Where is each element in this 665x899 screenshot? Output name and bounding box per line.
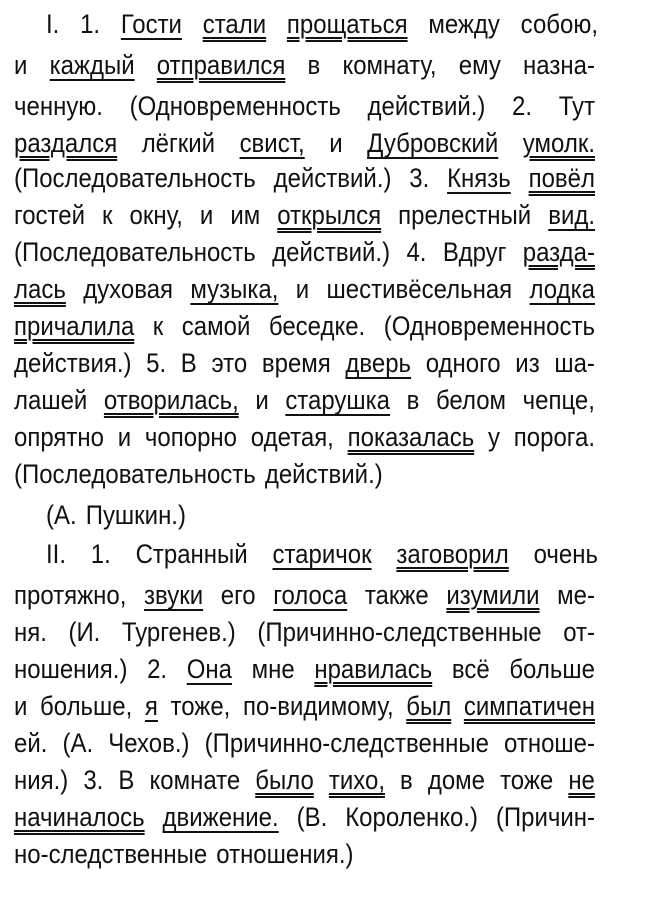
word: ношения.): [14, 654, 128, 684]
underlined-word: Она: [186, 654, 232, 684]
word: 1.: [90, 539, 111, 569]
text-line: [46, 536, 598, 572]
word: прелестный: [398, 200, 532, 230]
word: Короленко.): [345, 802, 478, 832]
underlined-word: симпатичен: [463, 691, 595, 721]
word: белом: [435, 385, 507, 415]
underlined-word: свист,: [239, 128, 305, 158]
word: между: [428, 9, 500, 39]
word: и: [199, 200, 214, 230]
word: В: [118, 765, 135, 795]
text-line: [14, 345, 595, 381]
underlined-word: не: [568, 765, 595, 795]
word: протяжно,: [14, 580, 127, 610]
text-line: [14, 762, 595, 798]
underlined-word: лась: [14, 274, 66, 304]
word: доме: [427, 765, 486, 795]
word: действий.): [273, 163, 392, 193]
word: собою,: [520, 9, 599, 39]
word: и: [295, 274, 310, 304]
word: и: [255, 385, 269, 415]
word: в: [307, 50, 321, 80]
word: назна-: [523, 50, 595, 80]
word: мне: [251, 654, 295, 684]
word: комнату,: [342, 50, 437, 80]
word: из: [515, 348, 540, 378]
word: 3.: [83, 765, 104, 795]
word: это: [211, 348, 248, 378]
underlined-word: лодка: [529, 274, 595, 304]
underlined-word: стали: [202, 9, 267, 39]
word: ня.: [14, 617, 47, 647]
word: больше: [509, 654, 595, 684]
word: по-видимому,: [242, 691, 394, 721]
underlined-word: повёл: [528, 163, 595, 193]
word: окну,: [129, 200, 183, 230]
word: 5.: [146, 348, 167, 378]
underlined-word: тихо,: [328, 765, 385, 795]
word: (А.: [46, 500, 77, 530]
text-line: [14, 125, 595, 161]
underlined-word: причалила: [14, 311, 135, 341]
word: беседке.: [268, 311, 366, 341]
underlined-word: прощаться: [286, 9, 408, 39]
word: одного: [425, 348, 501, 378]
word: (Причинно-следственные: [257, 617, 542, 647]
underlined-word: Гости: [120, 9, 182, 39]
word: Вдруг: [442, 237, 507, 267]
text-line: [14, 47, 595, 83]
word: действий.): [264, 459, 383, 489]
word: В: [180, 348, 197, 378]
underlined-word: разда-: [522, 237, 595, 267]
word: Чехов.): [108, 728, 190, 758]
word: и: [329, 128, 343, 158]
word: порога.: [513, 422, 596, 452]
word: (И.: [68, 617, 101, 647]
text-line: [14, 308, 595, 344]
word: и: [14, 691, 28, 721]
word: время: [261, 348, 331, 378]
word: Пушкин.): [85, 500, 186, 530]
word: 1.: [80, 9, 101, 39]
word: очень: [533, 539, 598, 569]
word: в: [406, 385, 420, 415]
text-line: [14, 271, 595, 307]
word: лёгкий: [141, 128, 216, 158]
word: опрятно: [14, 422, 104, 452]
underlined-word: заговорил: [396, 539, 509, 569]
word: Странный: [135, 539, 248, 569]
word: его: [220, 580, 256, 610]
underlined-word: голоса: [273, 580, 348, 610]
underlined-word: было: [255, 765, 314, 795]
text-line: [14, 651, 595, 687]
word: и: [117, 422, 132, 452]
word: (Последовательность: [14, 163, 256, 193]
text-line: [14, 88, 595, 124]
underlined-word: я: [144, 691, 158, 721]
word: ша-: [554, 348, 595, 378]
text-line: [14, 799, 595, 835]
underlined-word: раздался: [14, 128, 118, 158]
underlined-word: дверь: [345, 348, 412, 378]
word: II.: [46, 539, 66, 569]
word: но-следственные: [14, 839, 208, 869]
text-line: [14, 234, 595, 270]
underlined-word: умолк.: [522, 128, 595, 158]
word: всё: [451, 654, 490, 684]
underlined-word: показалась: [347, 422, 475, 452]
text-line: [14, 382, 595, 418]
word: 3.: [409, 163, 430, 193]
underlined-word: Дубровский: [367, 128, 499, 158]
underlined-word: старушка: [285, 385, 391, 415]
word: ченную.: [14, 91, 103, 121]
word: (А.: [62, 728, 94, 758]
word: 2.: [147, 654, 168, 684]
word: также: [364, 580, 429, 610]
word: от-: [563, 617, 595, 647]
underlined-word: отправился: [156, 50, 286, 80]
word: ния.): [14, 765, 69, 795]
word: Тургенев.): [121, 617, 236, 647]
underlined-word: старичок: [272, 539, 372, 569]
word: чопорно: [144, 422, 238, 452]
underlined-word: Князь: [447, 163, 511, 193]
word: (Одновременность: [129, 91, 341, 121]
word: у: [488, 422, 500, 452]
word: действия.): [14, 348, 132, 378]
word: шестивёсельная: [326, 274, 513, 304]
underlined-word: каждый: [49, 50, 135, 80]
word: больше,: [40, 691, 133, 721]
word: Тут: [558, 91, 596, 121]
underlined-word: отворилась,: [103, 385, 239, 415]
word: (Последовательность: [14, 237, 256, 267]
word: в: [400, 765, 413, 795]
word: (Причинно-следственные: [204, 728, 489, 758]
word: отноше-: [504, 728, 595, 758]
word: (Причин-: [495, 802, 595, 832]
word: отношения.): [216, 839, 354, 869]
underlined-word: нравилась: [314, 654, 433, 684]
word: действий.): [272, 237, 391, 267]
underlined-word: звуки: [144, 580, 204, 610]
word: (Последовательность: [14, 459, 256, 489]
word: тоже: [500, 765, 554, 795]
text-line: [14, 197, 595, 233]
word: I.: [46, 9, 60, 39]
text-line: [46, 497, 598, 533]
word: к: [102, 200, 113, 230]
text-line: [14, 160, 595, 196]
word: комнате: [149, 765, 241, 795]
text-line: [14, 456, 595, 492]
word: действий.): [367, 91, 486, 121]
text-line: [14, 688, 595, 724]
word: ему: [458, 50, 501, 80]
underlined-word: движение.: [162, 802, 279, 832]
word: гостей: [14, 200, 86, 230]
word: к: [152, 311, 164, 341]
word: им: [230, 200, 261, 230]
word: самой: [181, 311, 251, 341]
word: тоже,: [170, 691, 231, 721]
underlined-word: открылся: [277, 200, 382, 230]
text-line: [14, 614, 595, 650]
word: лашей: [14, 385, 88, 415]
underlined-word: вид.: [548, 200, 596, 230]
word: (Одновременность: [383, 311, 595, 341]
word: и: [14, 50, 28, 80]
word: ей.: [14, 728, 48, 758]
word: одетая,: [250, 422, 334, 452]
text-line: [46, 6, 598, 42]
underlined-word: был: [406, 691, 452, 721]
text-line: [14, 419, 595, 455]
word: 2.: [512, 91, 533, 121]
word: ме-: [557, 580, 595, 610]
word: (В.: [296, 802, 328, 832]
underlined-word: изумили: [446, 580, 540, 610]
underlined-word: музыка,: [190, 274, 279, 304]
word: чепце,: [522, 385, 595, 415]
underlined-word: начиналось: [14, 802, 145, 832]
text-line: [14, 836, 595, 872]
text-line: [14, 577, 595, 613]
text-line: [14, 725, 595, 761]
word: духовая: [83, 274, 174, 304]
word: 4.: [406, 237, 427, 267]
